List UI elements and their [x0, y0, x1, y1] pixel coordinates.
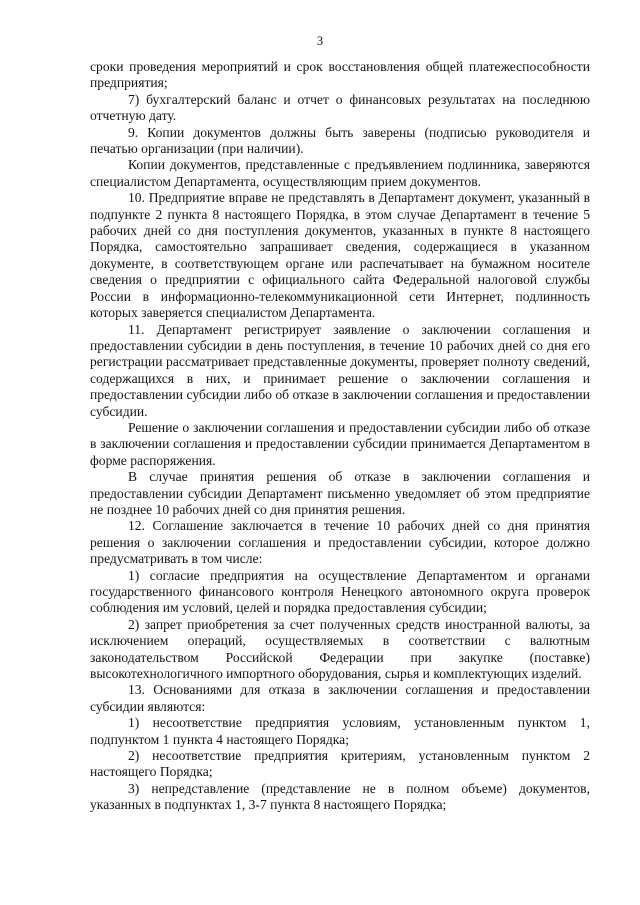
paragraph-refusal-item-3: 3) непредставление (представление не в полном объеме) документов, указанных в подпунктах 1, 3-7 пункта 8 настоящего Порядка; — [90, 780, 590, 813]
document-body — [90, 59, 590, 814]
paragraph-refusal-item-1: 1) несоответствие предприятия условиям, установленным пунктом 1, подпунктом 1 пункта 4 настоящего Порядка; — [90, 715, 590, 747]
paragraph-section-10: 10. Предприятие вправе не представлять в Департамент документ, указанный в подпункте 2 пункта 8 настоящего Порядка, в этом случае Департамент в течение 5 рабочих дней со дня поступления документов, указанных в пункте 8 настоящего Порядка, самостоятельно запрашивает сведения, содержащиеся в указанном документе, в соответствующем органе или распечатывает на бумажном носителе сведения о предприятии с официального сайта Федеральной налоговой службы России в информационно-телекоммуникационной сети Интернет, подлинность которых заверяется специалистом Департамента. — [90, 190, 590, 321]
paragraph-refusal-item-2: 2) несоответствие предприятия критериям, установленным пунктом 2 настоящего Порядка; — [90, 748, 590, 780]
paragraph-agreement-item-2: 2) запрет приобретения за счет полученных средств иностранной валюты, за исключением операций, осуществляемых в соответствии с валютным законодательством Российской Федерации при закупке (поставке) высокотехнологичного импортного оборудования, сырья и комплектующих изделий. — [90, 616, 590, 682]
paragraph-decision-form: Решение о заключении соглашения и предоставлении субсидии либо об отказе в заключении соглашения и предоставлении субсидии принимается Департаментом в форме распоряжения. — [90, 419, 590, 468]
paragraph-agreement-item-1: 1) согласие предприятия на осуществление Департаментом и органами государственного финансового контроля Ненецкого автономного округа проверок соблюдения им условий, целей и порядка предоставления субсидии; — [90, 567, 590, 616]
paragraph-copies-certification: Копии документов, представленные с предъявлением подлинника, заверяются специалистом Департамента, осуществляющим прием документов. — [90, 157, 590, 189]
paragraph-refusal-notice: В случае принятия решения об отказе в заключении соглашения и предоставлении субсидии Департамент письменно уведомляет об этом предприятие не позднее 10 рабочих дней со дня принятия решения. — [90, 469, 590, 517]
page-number: 3 — [316, 34, 324, 48]
paragraph-section-11: 11. Департамент регистрирует заявление о заключении соглашения и предоставлении субсидии в день поступления, в течение 10 рабочих дней со дня его регистрации рассматривает представленные документы, проверяет полноту сведений, содержащихся в них, и принимает решение о заключении соглашения и предоставлении субсидии либо об отказе в заключении соглашения и предоставлении субсидии. — [90, 321, 590, 419]
paragraph-item-7: 7) бухгалтерский баланс и отчет о финансовых результатах на последнюю отчетную дату. — [90, 91, 590, 124]
paragraph-section-13: 13. Основаниями для отказа в заключении соглашения и предоставлении субсидии являются: — [90, 682, 590, 714]
paragraph-section-12: 12. Соглашение заключается в течение 10 рабочих дней со дня принятия решения о заключении соглашения и предоставлении субсидии, которое должно предусматривать в том числе: — [90, 518, 590, 567]
paragraph-section-9: 9. Копии документов должны быть заверены (подписью руководителя и печатью организации (при наличии). — [90, 124, 590, 157]
paragraph-continuation: сроки проведения мероприятий и срок восстановления общей платежеспособности предприятия; — [90, 59, 590, 91]
